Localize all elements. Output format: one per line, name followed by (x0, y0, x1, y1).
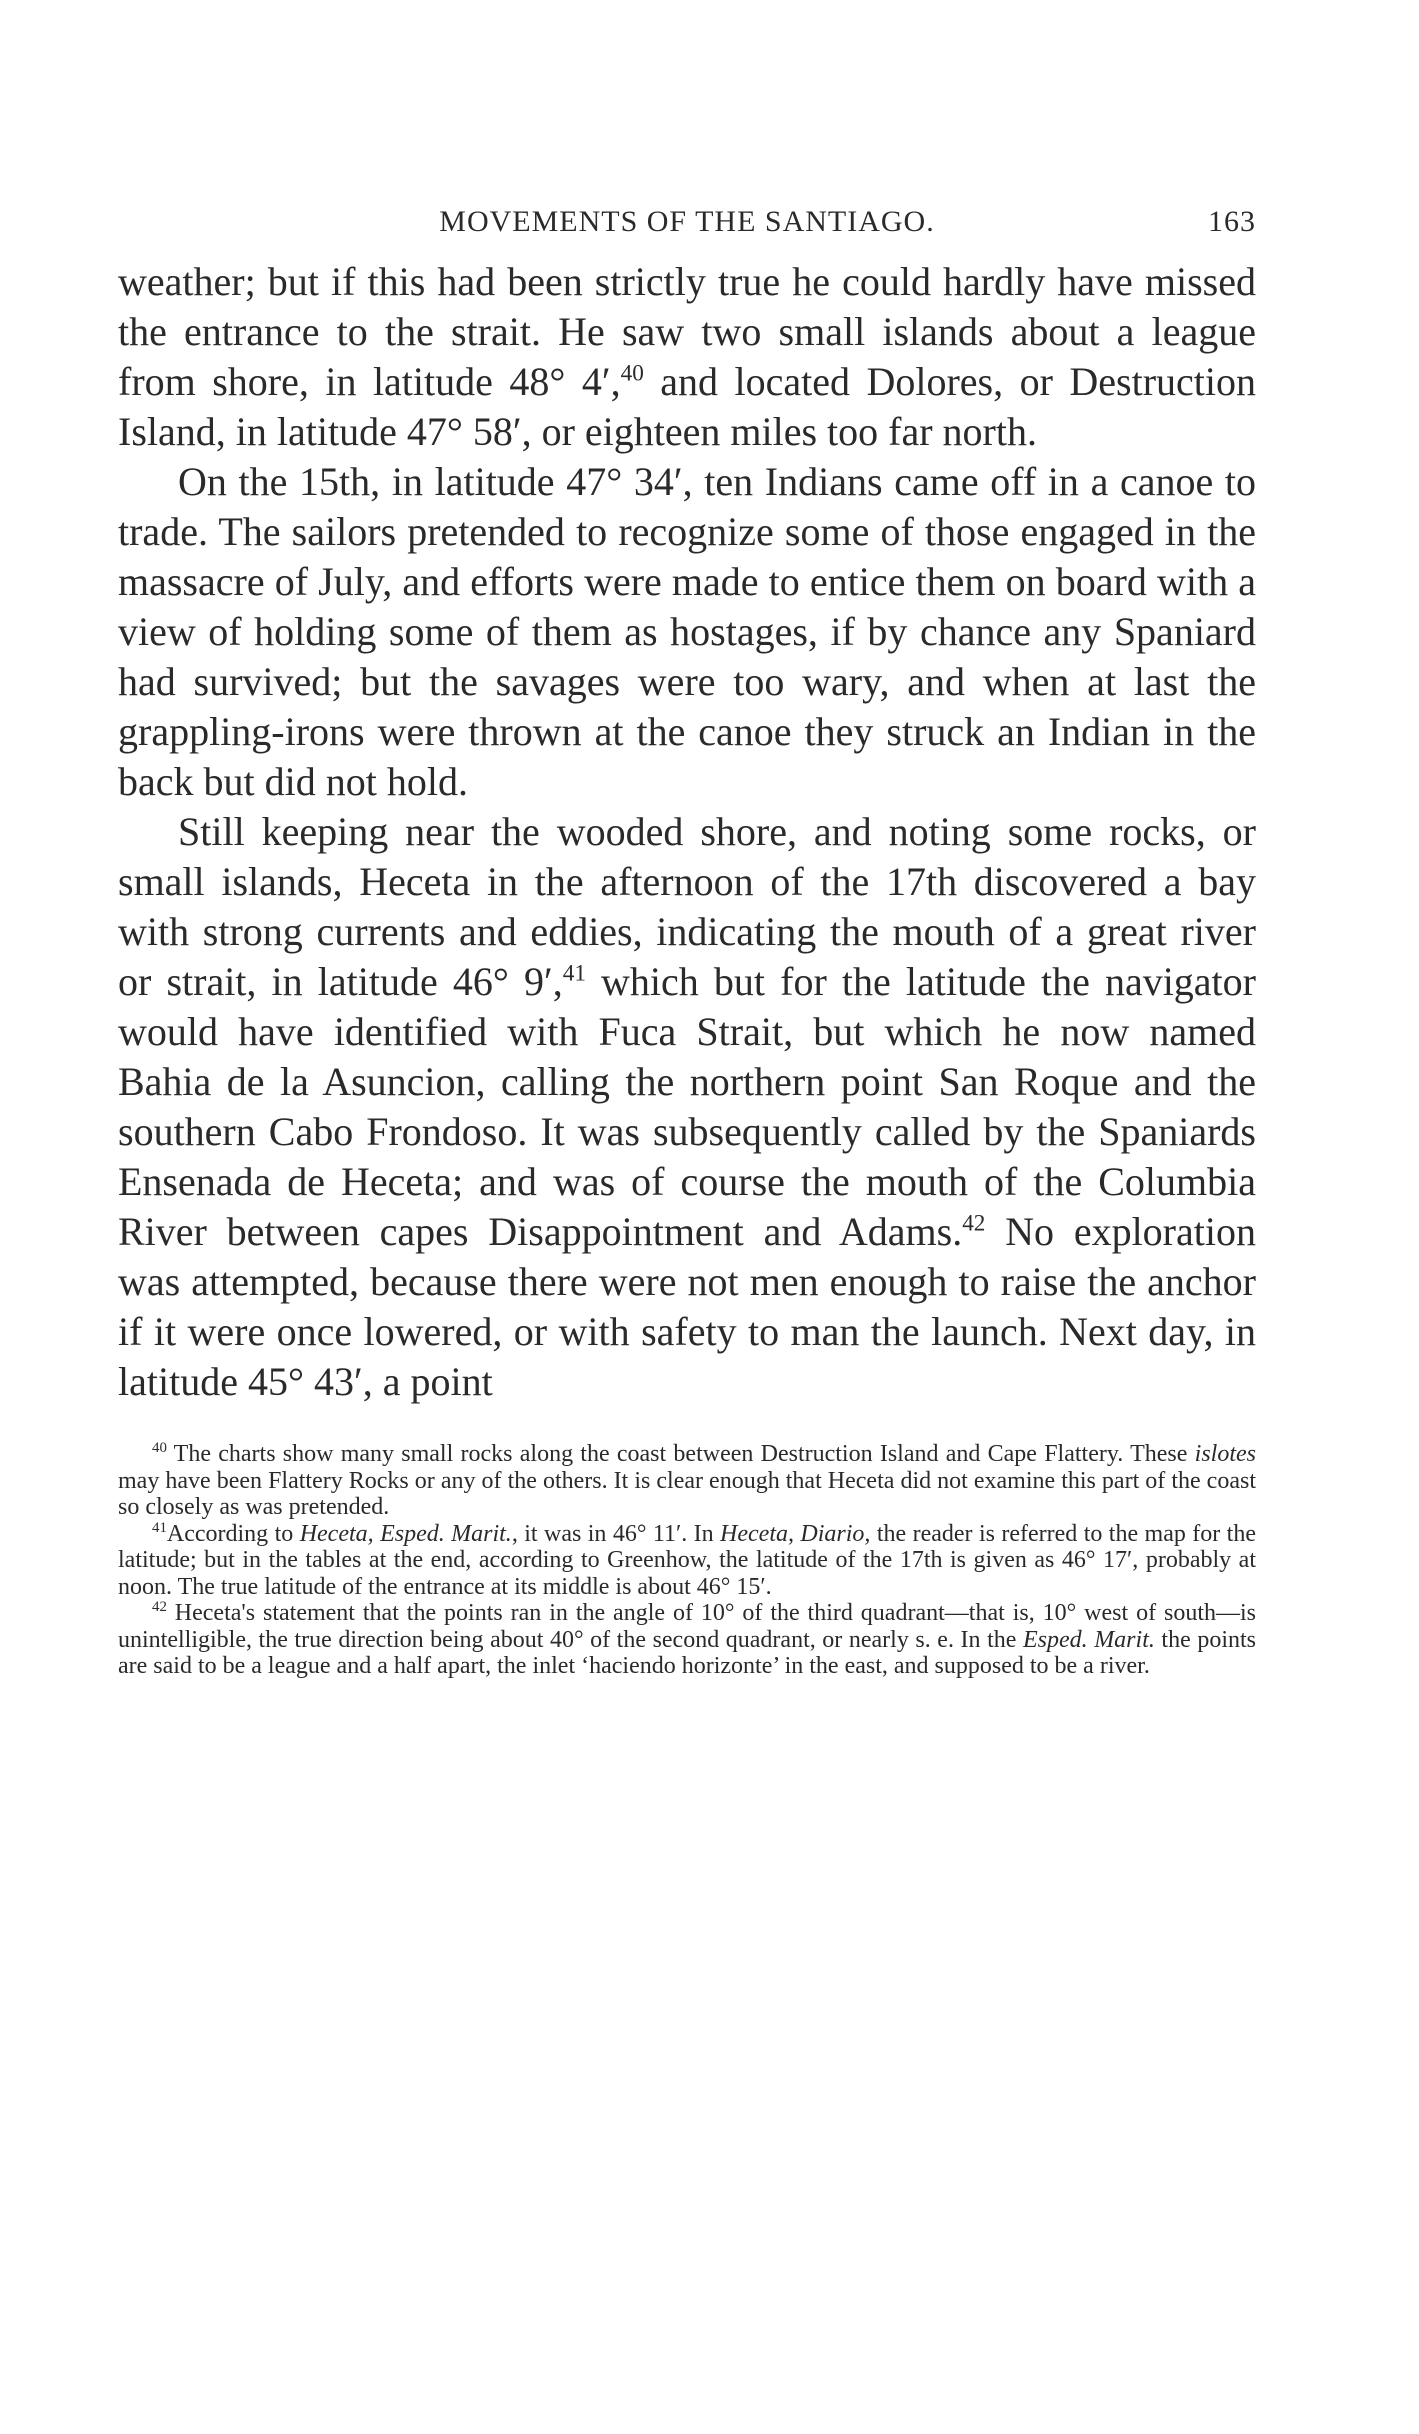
paragraph-1-text-a: weather; but if this had been strictly true he could hardly have missed the entrance to the strait. He saw two small islands about a league from shore, in latitude 48° 4′, (118, 259, 1256, 404)
footnote-41 (118, 1521, 1256, 1601)
footnote-41-italic-2: Heceta, Diario, (720, 1520, 871, 1547)
footnote-40-number: 40 (152, 1440, 167, 1456)
footnote-ref-42: 42 (962, 1210, 986, 1237)
paragraph-1-text-b: and located Dolores, or Destruction Island, in latitude 47° 58′, or eighteen miles too far north. (118, 359, 1257, 454)
footnote-41-number: 41 (152, 1519, 167, 1536)
book-page (118, 205, 1256, 1680)
page-number: 163 (1208, 205, 1256, 238)
footnote-42-number: 42 (152, 1599, 167, 1615)
footnote-40-text-a: The charts show many small rocks along the coast between Destruction Island and Cape Flattery. These (166, 1441, 1195, 1467)
footnote-ref-41: 41 (562, 960, 586, 987)
body-text (118, 257, 1256, 1407)
footnote-41-text-b: , it was in 46° 11′. In (511, 1520, 721, 1547)
footnote-41-text-a: According to (166, 1520, 300, 1547)
footnote-42-text-b: the points are said to be a league and a half apart, the inlet ‘haciendo horizonte’ in the east, and supposed to be a river. (118, 1626, 1256, 1679)
footnote-42 (118, 1600, 1256, 1680)
paragraph-3 (118, 807, 1256, 1407)
footnote-ref-40: 40 (620, 360, 644, 387)
running-title: MOVEMENTS OF THE SANTIAGO. (439, 205, 935, 238)
footnote-41-text-c: the reader is referred to the map for the latitude; but in the tables at the end, according to Greenhow, the latitude of the 17th is given as 46° 17′, probably at noon. The true latitude of the entrance at its middle is about 46° 15′. (118, 1520, 1257, 1600)
footnote-40-text-b: may have been Flattery Rocks or any of the others. It is clear enough that Heceta did not examine this part of the coast so closely as was pretended. (118, 1467, 1256, 1520)
footnote-40-italic: islotes (1194, 1441, 1256, 1467)
running-head (118, 205, 1256, 239)
footnotes (118, 1441, 1256, 1680)
paragraph-3-text-b: which but for the latitude the navigator would have identified with Fuca Strait, but which he now named Bahia de la Asuncion, calling the northern point San Roque and the southern Cabo Frondoso. It was subsequently called by the Spaniards Ensenada de Heceta; and was of course the mouth of the Columbia River between capes Disappointment and Adams. (118, 959, 1256, 1254)
paragraph-3-text-c: No exploration was attempted, because there were not men enough to raise the anchor if it were once lowered, or with safety to man the launch. Next day, in latitude 45° 43′, a point (118, 1209, 1256, 1404)
footnote-42-italic: Esped. Marit. (1022, 1626, 1155, 1653)
footnote-40 (118, 1441, 1256, 1521)
paragraph-2: On the 15th, in latitude 47° 34′, ten Indians came off in a canoe to trade. The sailors pretended to recognize some of those engaged in the massacre of July, and efforts were made to entice them on board with a view of holding some of them as hostages, if by chance any Spaniard had survived; but the savages were too wary, and when at last the grappling-irons were thrown at the canoe they struck an Indian in the back but did not hold. (118, 459, 1256, 804)
footnote-42-text-a: Heceta's statement that the points ran in the angle of 10° of the third quadrant—that is, 10° west of south—is unintelligible, the true direction being about 40° of the second quadrant, or nearly s. e. In the (118, 1600, 1256, 1653)
paragraph-3-text-a: Still keeping near the wooded shore, and noting some rocks, or small islands, Heceta in the afternoon of the 17th discovered a bay with strong currents and eddies, indicating the mouth of a great river or strait, in latitude 46° 9′, (118, 809, 1256, 1004)
paragraph-1 (118, 257, 1256, 457)
footnote-41-italic-1: Heceta, Esped. Marit. (299, 1520, 512, 1547)
